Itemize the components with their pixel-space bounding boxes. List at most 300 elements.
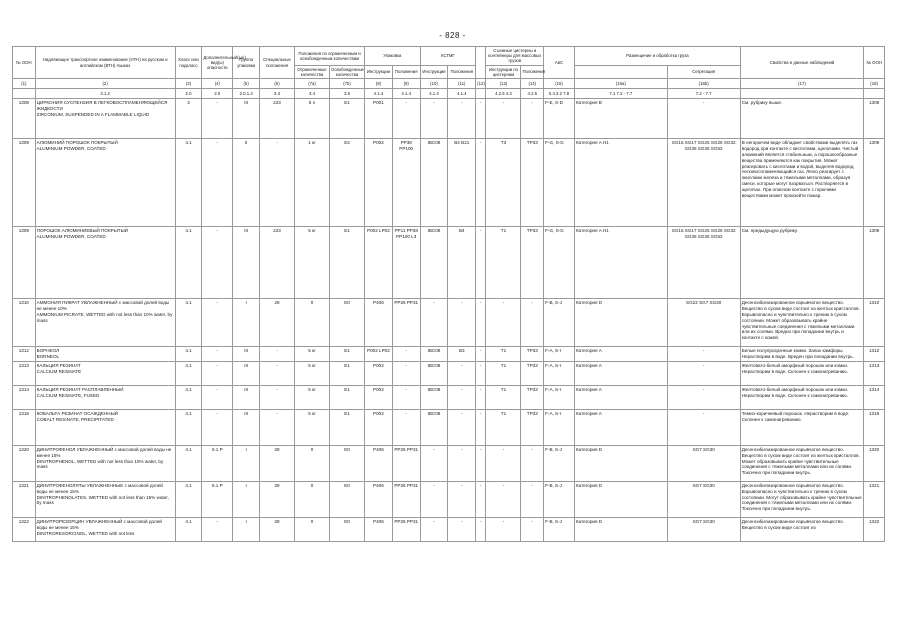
packing-group: II: [233, 139, 260, 227]
class: 4.1: [175, 410, 202, 446]
tank-provision: -: [521, 518, 544, 542]
ibc-instruction: -: [420, 446, 448, 482]
limited-quantity: 0: [295, 482, 330, 518]
subsidiary-risk: -: [202, 518, 233, 542]
packing-group: III: [233, 362, 260, 386]
tank-instruction: -: [486, 299, 521, 347]
column-reference: 7.1 7.2 - 7.7: [574, 89, 667, 99]
segregation: -: [667, 386, 740, 410]
properties: Темно-коричневый порошок. Нерастворим в воде. Склонен к самонагреванию.: [740, 410, 864, 446]
header-tank-instructions: Инструкции по цистернам: [486, 65, 521, 78]
un-number-right: 1309: [864, 139, 885, 227]
ibc-instruction: IBC08: [420, 347, 448, 362]
un-number-right: 1308: [864, 99, 885, 139]
column-12: -: [476, 362, 486, 386]
column-number: (14): [521, 79, 544, 89]
tank-provision: TP33: [521, 227, 544, 299]
packing-provision: -: [392, 347, 420, 362]
references-row: [13, 89, 885, 99]
column-reference: 2.0: [175, 89, 202, 99]
column-12: -: [476, 446, 486, 482]
name-russian: АЛЮМИНИЙ ПОРОШОК ПОКРЫТЫЙ: [36, 140, 118, 146]
header-special-provisions: Специальные положения: [260, 47, 295, 79]
tank-instruction: T1: [486, 386, 521, 410]
stowage: Категория A H1: [574, 139, 667, 227]
stowage: Категория B: [574, 99, 667, 139]
packing-provision: -: [392, 362, 420, 386]
un-number-right: 1321: [864, 482, 885, 518]
limited-quantity: 5 кг: [295, 386, 330, 410]
un-number-right: 1314: [864, 386, 885, 410]
page-number: - 828 -: [439, 31, 466, 40]
properties: В негорючем виде обладает свойствами выделять газ водород при контакте с кислотами, щелочами. Чистый алюминий является стабильным, а порошкообразные вещества применяются как покрытия. Может реагировать с кислотами и водой, выделяя водород, легковоспламеняющийся газ. Легко реагирует с окислами железа и тяжелыми металлами, образуя смеси, которые могут взорваться. Растворяется в щелочах. При опасном контакте с горючими веществами может произойти пожар.: [740, 139, 864, 227]
tank-instruction: T1: [486, 362, 521, 386]
un-number: 1310: [13, 299, 36, 347]
column-reference: 3.1.2: [35, 89, 175, 99]
class: 4.1: [175, 446, 202, 482]
packing-group: III: [233, 410, 260, 446]
tank-instruction: -: [486, 99, 521, 139]
special-provisions: 28: [260, 299, 295, 347]
un-number: 1313: [13, 362, 36, 386]
class: 4.1: [175, 227, 202, 299]
column-reference: 4.1.4: [420, 89, 448, 99]
header-ems: АвС: [544, 47, 575, 79]
column-number: (10): [420, 79, 448, 89]
ibc-provision: -: [448, 518, 476, 542]
packing-instruction: P406: [365, 482, 393, 518]
header-ibc-provisions: Положения: [448, 65, 476, 78]
excepted-quantity: E1: [330, 410, 365, 446]
tank-instruction: -: [486, 518, 521, 542]
column-reference: [740, 89, 864, 99]
tank-instruction: T3: [486, 139, 521, 227]
tank-instruction: T1: [486, 410, 521, 446]
proper-shipping-name: [35, 99, 175, 139]
un-number: 1309: [13, 227, 36, 299]
special-provisions: 28: [260, 446, 295, 482]
tank-instruction: -: [486, 446, 521, 482]
ems: F-A, S-I: [544, 362, 575, 386]
tank-instruction: -: [486, 482, 521, 518]
un-number-right: 1310: [864, 299, 885, 347]
column-reference: 2.0.1.3: [233, 89, 260, 99]
table-row: [13, 386, 885, 410]
segregation: SG7 SG30: [667, 518, 740, 542]
tank-provision: -: [521, 446, 544, 482]
properties: См. рубрику выше.: [740, 99, 864, 139]
ems: F-B, S-J: [544, 446, 575, 482]
excepted-quantity: E1: [330, 362, 365, 386]
packing-provision: PP26 PP31: [392, 299, 420, 347]
name-english: ALUMINIUM POWDER, COATED: [36, 234, 106, 240]
un-number: 1318: [13, 410, 36, 446]
column-reference: 5.4.3.2 7.8: [544, 89, 575, 99]
special-provisions: -: [260, 362, 295, 386]
properties: Желтовато-белый аморфный порошок или комки. Нерастворим в воде. Склонен к самонагреванию.: [740, 362, 864, 386]
limited-quantity: 5 л: [295, 99, 330, 139]
special-provisions: -: [260, 386, 295, 410]
name-english: CALCIUM RESINATE: [36, 368, 82, 374]
header-name: Надлежащее транспортное наименование (НТН) на русском и английском (ВТН) языках: [35, 47, 175, 79]
name-english: DINITROPHENOLATES, WETTED with not less than 15% water, by mass: [36, 494, 169, 506]
ems: F-G, S-G: [544, 227, 575, 299]
packing-provision: -: [392, 410, 420, 446]
tank-provision: TP33: [521, 362, 544, 386]
excepted-quantity: E0: [330, 482, 365, 518]
excepted-quantity: E1: [330, 99, 365, 139]
class: 4.1: [175, 362, 202, 386]
packing-provision: -: [392, 99, 420, 139]
proper-shipping-name: [35, 446, 175, 482]
table-row: [13, 410, 885, 446]
excepted-quantity: E1: [330, 386, 365, 410]
un-number-right: 1313: [864, 362, 885, 386]
subsidiary-risk: -: [202, 227, 233, 299]
excepted-quantity: E1: [330, 227, 365, 299]
column-reference: [864, 89, 885, 99]
table-body: [13, 99, 885, 542]
column-reference: 4.1.4: [392, 89, 420, 99]
tank-instruction: T1: [486, 347, 521, 362]
segregation: -: [667, 410, 740, 446]
limited-quantity: 5 кг: [295, 410, 330, 446]
ibc-instruction: IBC08: [420, 386, 448, 410]
packing-group: III: [233, 99, 260, 139]
header-un-no: № ООН: [13, 47, 36, 79]
packing-provision: -: [392, 386, 420, 410]
class: 4.1: [175, 347, 202, 362]
packing-instruction: P002: [365, 386, 393, 410]
name-english: ZIRCONIUM, SUSPENDED IN A FLAMMABLE LIQUID: [36, 112, 150, 118]
header-properties: Свойства и данные наблюдений: [740, 47, 864, 79]
packing-instruction: P002 LP02: [365, 227, 393, 299]
header-un-no-right: № ООН: [864, 47, 885, 79]
table-row: [13, 518, 885, 542]
table-row: [13, 362, 885, 386]
stowage: Категория D: [574, 482, 667, 518]
subsidiary-risk: 6.1 P: [202, 482, 233, 518]
header-limited-qty: Ограниченные количества: [295, 65, 330, 78]
name-english: DINITRORESORCINOL, WETTED with not less: [36, 530, 135, 536]
segregation: -: [667, 99, 740, 139]
column-number: (5): [233, 79, 260, 89]
proper-shipping-name: [35, 362, 175, 386]
column-reference: 3.3: [260, 89, 295, 99]
special-provisions: -: [260, 139, 295, 227]
name-english: BORNEOL: [36, 354, 60, 360]
header-packing-group: Группа упаковки: [233, 47, 260, 79]
un-number: 1309: [13, 139, 36, 227]
class: 4.1: [175, 482, 202, 518]
properties: Десенсибилизированное взрывчатое вещество. Вещество в сухом виде состоит из: [740, 518, 864, 542]
column-number: (13): [486, 79, 521, 89]
header-excepted-qty: Освобожденные количества: [331, 66, 364, 77]
packing-instruction: P002: [365, 410, 393, 446]
header-class: Класс или подкласс: [175, 47, 202, 79]
column-number: (7b): [330, 79, 365, 89]
column-number: (15): [544, 79, 575, 89]
special-provisions: 28: [260, 482, 295, 518]
ems: F-B, S-J: [544, 299, 575, 347]
subsidiary-risk: -: [202, 99, 233, 139]
segregation: SG22 SG7 SG30: [667, 299, 740, 347]
header-col12: [476, 47, 486, 79]
name-russian: ДИНИТРОФЕНОЛЯТЫ УВЛАЖНЕННЫЕ с массовой долей воды не менее 15%: [36, 483, 163, 494]
packing-provision: PP11 PP38 PP100 L3: [392, 227, 420, 299]
name-russian: КАЛЬЦИЯ РЕЗИНАТ РАСПЛАВЛЕННЫЙ: [36, 387, 124, 393]
packing-group: I: [233, 446, 260, 482]
column-number: (11): [448, 79, 476, 89]
ibc-instruction: -: [420, 299, 448, 347]
name-russian: ДИНИТРОРЕЗОРЦИН УВЛАЖНЕННЫЙ с массовой долей воды не менее 15%: [36, 519, 162, 530]
tank-provision: TP33: [521, 347, 544, 362]
proper-shipping-name: [35, 386, 175, 410]
column-reference: 3.5: [330, 89, 365, 99]
limited-quantity: 5 кг: [295, 362, 330, 386]
column-reference: 7.2 - 7.7: [667, 89, 740, 99]
class: 4.1: [175, 518, 202, 542]
proper-shipping-name: [35, 139, 175, 227]
column-number: (6): [260, 79, 295, 89]
column-number: (9): [392, 79, 420, 89]
column-reference: 2.0: [202, 89, 233, 99]
proper-shipping-name: [35, 482, 175, 518]
packing-instruction: P001: [365, 99, 393, 139]
header-tanks: Съемные цистерны и контейнеры для массовых грузов: [486, 47, 544, 66]
ems: F-B, S-J: [544, 482, 575, 518]
header-segregation: Сегрегация: [667, 65, 740, 78]
segregation: -: [667, 347, 740, 362]
ems: F-A, S-I: [544, 347, 575, 362]
limited-quantity: 0: [295, 299, 330, 347]
limited-quantity: 5 кг: [295, 347, 330, 362]
packing-instruction: P002 LP02: [365, 347, 393, 362]
subsidiary-risk: -: [202, 139, 233, 227]
column-12: -: [476, 386, 486, 410]
proper-shipping-name: [35, 299, 175, 347]
properties: Десенсибилизированное взрывчатое вещество. Вещество в сухом виде состоит из желтых кристаллов. Взрывоопасно и чувствительно к трению в сухом состоянии. Может образовывать крайне чувствительные соединения с тяжелыми металлами или их солями. Вредно при попадании внутрь и контакте с кожей.: [740, 299, 864, 347]
name-english: AMMONIUM PICRATE, WETTED with not less than 10% water, by mass: [36, 312, 173, 323]
column-reference: 3.4: [295, 89, 330, 99]
name-english: ALUMINIUM POWDER, COATED: [36, 146, 106, 152]
name-english: DINITROPHENOL, WETTED with not less than 15% water, by mass: [36, 458, 164, 470]
proper-shipping-name: [35, 410, 175, 446]
segregation: SG15 SG17 SG25 SG26 SG32 SG35 SG36 SG52: [667, 227, 740, 299]
table-row: [13, 299, 885, 347]
tank-instruction: T1: [486, 227, 521, 299]
packing-group: I: [233, 482, 260, 518]
column-number: (4): [202, 79, 233, 89]
un-number-right: 1309: [864, 227, 885, 299]
un-number: 1320: [13, 446, 36, 482]
table-row: [13, 446, 885, 482]
class: 4.1: [175, 299, 202, 347]
column-number: (16a): [574, 79, 667, 89]
stowage: Категория D: [574, 299, 667, 347]
column-number: (17): [740, 79, 864, 89]
ibc-provision: -: [448, 446, 476, 482]
ibc-instruction: IBC08: [420, 362, 448, 386]
packing-group: I: [233, 299, 260, 347]
header-subsidiary: Дополнительный(ые) вид(ы) опасности: [202, 47, 233, 79]
tank-provision: TP33: [521, 410, 544, 446]
ibc-provision: -: [448, 299, 476, 347]
segregation: SG7 SG30: [667, 482, 740, 518]
table-row: [13, 482, 885, 518]
class: 4.1: [175, 139, 202, 227]
subsidiary-risk: 6.1 P: [202, 446, 233, 482]
ems: F-G, S-G: [544, 139, 575, 227]
ibc-provision: -: [448, 482, 476, 518]
ems: F-E, S-D: [544, 99, 575, 139]
column-number: (8): [365, 79, 393, 89]
header-pack-provisions: Положения: [392, 65, 420, 78]
un-number-right: 1320: [864, 446, 885, 482]
column-12: -: [476, 482, 486, 518]
ibc-instruction: IBC08: [420, 139, 448, 227]
un-number: 1308: [13, 99, 36, 139]
column-number: (18): [864, 79, 885, 89]
packing-instruction: P406: [365, 299, 393, 347]
special-provisions: -: [260, 410, 295, 446]
column-reference: [13, 89, 36, 99]
packing-provision: PP26 PP31: [392, 518, 420, 542]
column-reference: 4.1.4: [365, 89, 393, 99]
tank-provision: -: [521, 99, 544, 139]
properties: См. предыдущую рубрику.: [740, 227, 864, 299]
tank-provision: TP33: [521, 139, 544, 227]
name-russian: ДИНИТРОФЕНОЛ УВЛАЖНЕННЫЙ с массовой долей воды не менее 15%: [36, 447, 172, 458]
table-row: [13, 227, 885, 299]
stowage: Категория D: [574, 518, 667, 542]
column-12: -: [476, 139, 486, 227]
column-number: (2): [35, 79, 175, 89]
header-stowage-sub: [574, 65, 667, 78]
subsidiary-risk: -: [202, 362, 233, 386]
ems: F-A, S-I: [544, 410, 575, 446]
ibc-instruction: IBC08: [420, 227, 448, 299]
column-12: -: [476, 99, 486, 139]
stowage: Категория A: [574, 410, 667, 446]
limited-quantity: 5 кг: [295, 227, 330, 299]
tank-provision: -: [521, 482, 544, 518]
special-provisions: 223: [260, 99, 295, 139]
header-stowage: Размещение и обработка груза: [574, 47, 740, 66]
column-number: (1): [13, 79, 36, 89]
excepted-quantity: E1: [330, 347, 365, 362]
name-russian: КОБАЛЬТА РЕЗИНАТ ОСАЖДЕННЫЙ: [36, 411, 118, 417]
column-reference: 4.2.5: [521, 89, 544, 99]
un-number: 1321: [13, 482, 36, 518]
un-number: 1312: [13, 347, 36, 362]
ems: F-A, S-I: [544, 386, 575, 410]
proper-shipping-name: [35, 347, 175, 362]
properties: Десенсибилизированное взрывчатое вещество. Взрывоопасно и чувствительно к трению в сухом состоянии. Могут образовывать крайне чувствительные соединения с тяжелыми металлами или их солями. Токсично при попадании внутрь.: [740, 482, 864, 518]
special-provisions: 28: [260, 518, 295, 542]
excepted-quantity: E0: [330, 446, 365, 482]
column-12: -: [476, 410, 486, 446]
ibc-provision: B4 B21: [448, 139, 476, 227]
column-12: -: [476, 299, 486, 347]
packing-group: I: [233, 518, 260, 542]
subsidiary-risk: -: [202, 299, 233, 347]
ibc-instruction: -: [420, 482, 448, 518]
header-ibc-instructions: Инструкции: [420, 65, 448, 78]
limited-quantity: 1 кг: [295, 139, 330, 227]
column-reference: [476, 89, 486, 99]
segregation: SG15 SG17 SG25 SG26 SG32 SG35 SG36 SG52: [667, 139, 740, 227]
packing-group: III: [233, 227, 260, 299]
un-number: 1314: [13, 386, 36, 410]
segregation: -: [667, 362, 740, 386]
packing-instruction: P406: [365, 518, 393, 542]
limited-quantity: 0: [295, 446, 330, 482]
properties: Желтовато-белый аморфный порошок или комки. Нерастворим в воде. Склонен к самонагреванию.: [740, 386, 864, 410]
properties: Белые полупрозрачные комки. Запах камфоры. Нерастворим в воде. Вреден при попадании внутрь.: [740, 347, 864, 362]
un-number: 1322: [13, 518, 36, 542]
un-number-right: 1322: [864, 518, 885, 542]
packing-instruction: P002: [365, 362, 393, 386]
subsidiary-risk: -: [202, 410, 233, 446]
ibc-instruction: -: [420, 99, 448, 139]
special-provisions: 223: [260, 227, 295, 299]
column-12: -: [476, 227, 486, 299]
un-number-right: 1318: [864, 410, 885, 446]
subsidiary-risk: -: [202, 347, 233, 362]
ibc-provision: -: [448, 410, 476, 446]
dangerous-goods-table: [12, 46, 885, 542]
packing-provision: PP26 PP31: [392, 482, 420, 518]
subsidiary-risk: -: [202, 386, 233, 410]
class: 3: [175, 99, 202, 139]
packing-instruction: P406: [365, 446, 393, 482]
limited-quantity: 0: [295, 518, 330, 542]
name-english: COBALT RESINATE, PRECIPITATED: [36, 416, 114, 422]
name-russian: ЦИРКОНИЯ СУСПЕНЗИЯ В ЛЕГКОВОСПЛАМЕНЯЮЩЕЙСЯ ЖИДКОСТИ: [36, 100, 168, 112]
column-12: -: [476, 347, 486, 362]
name-russian: КАЛЬЦИЯ РЕЗИНАТ: [36, 363, 81, 369]
column-12: -: [476, 518, 486, 542]
column-number: (16b): [667, 79, 740, 89]
header-ibc: КСГМГ: [420, 47, 476, 66]
column-number: (12): [476, 79, 486, 89]
special-provisions: -: [260, 347, 295, 362]
column-number: (3): [175, 79, 202, 89]
column-number: (7a): [295, 79, 330, 89]
proper-shipping-name: [35, 518, 175, 542]
class: 4.1: [175, 386, 202, 410]
tank-provision: TP33: [521, 386, 544, 410]
name-russian: АММОНИЯ ПИКРАТ УВЛАЖНЕННЫЙ с массовой долей воды не менее 10%: [36, 300, 170, 312]
ibc-instruction: IBC08: [420, 410, 448, 446]
packing-provision: PP26 PP31: [392, 446, 420, 482]
packing-group: III: [233, 386, 260, 410]
excepted-quantity: E0: [330, 299, 365, 347]
column-reference: 4.2.5 4.3: [486, 89, 521, 99]
ibc-provision: B4: [448, 227, 476, 299]
ibc-provision: -: [448, 362, 476, 386]
excepted-quantity: E0: [330, 518, 365, 542]
table-row: [13, 99, 885, 139]
header-pack-instructions: Инструкции: [365, 65, 393, 78]
header-tank-provisions: Положения: [521, 65, 544, 78]
packing-provision: PP38 PP100: [392, 139, 420, 227]
name-russian: БОРНЕОЛ: [36, 348, 60, 354]
proper-shipping-name: [35, 227, 175, 299]
properties: Десенсибилизированное взрывчатое вещество. Вещество в сухом виде состоит из желтых кристаллов. Может образовывать крайне чувствительные соединения с тяжелыми металлами или их солями. Токсично при попадании внутрь.: [740, 446, 864, 482]
header-limited-excepted: Положения по ограниченным и освобожденным количествам: [295, 47, 365, 66]
